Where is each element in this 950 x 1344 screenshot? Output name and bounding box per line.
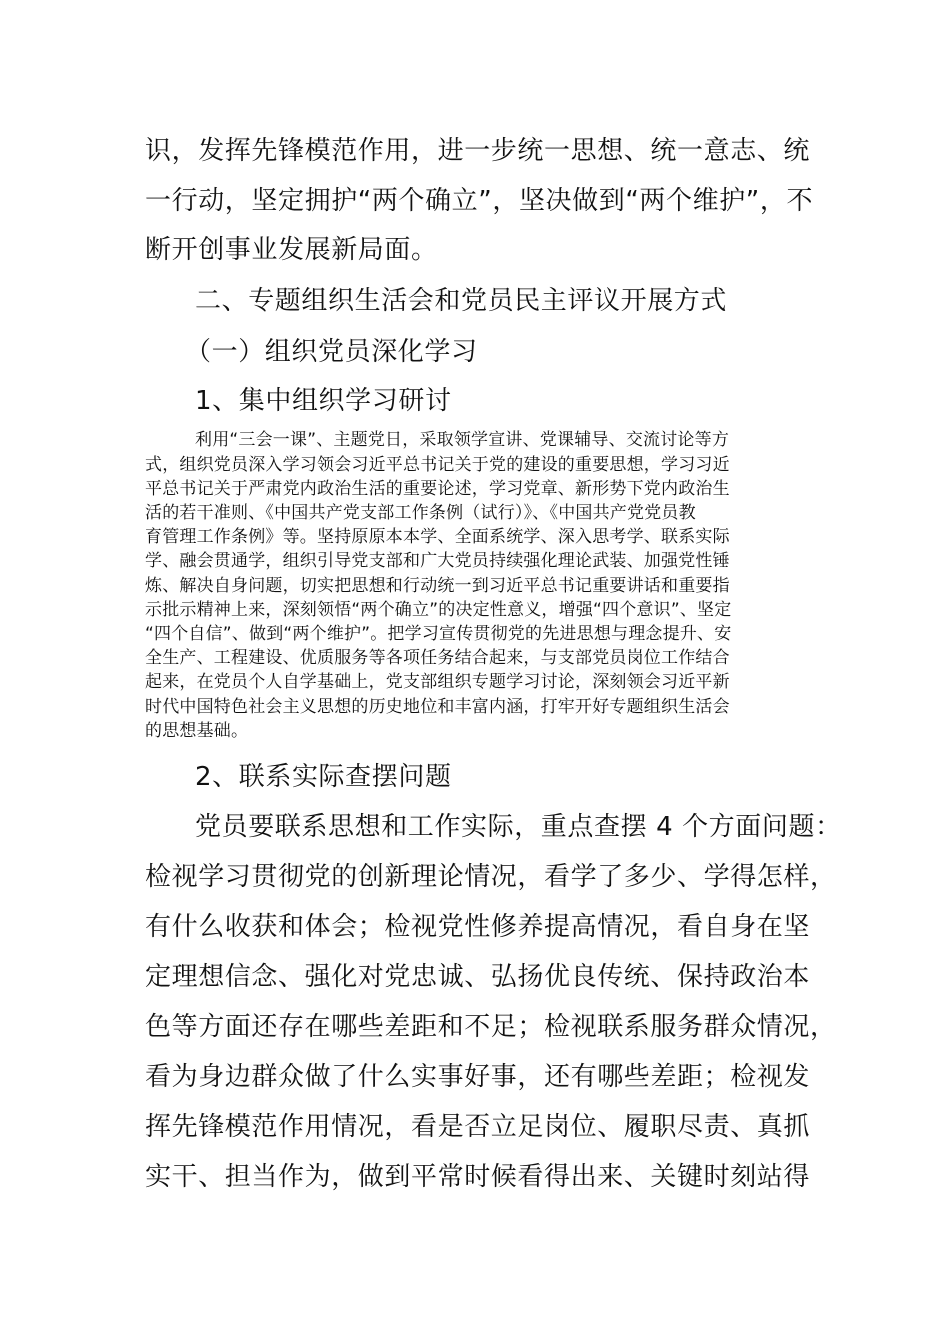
body-text-line: 挥先锋模范作用情况，看是否立足岗位、履职尽责、真抓 — [145, 1112, 811, 1142]
body-text-line: 的思想基础。 — [145, 721, 249, 741]
body-text-line: 检视学习贯彻党的创新理论情况，看学了多少、学得怎样， — [145, 862, 837, 892]
body-text-line: 时代中国特色社会主义思想的历史地位和丰富内涵，打牢开好专题组织生活会 — [145, 697, 730, 717]
body-text-line: 起来，在党员个人自学基础上，党支部组织专题学习讨论，深刻领会习近平新 — [145, 672, 730, 692]
body-text-line: 看为身边群众做了什么实事好事，还有哪些差距；检视发 — [145, 1062, 811, 1092]
body-text-line: 色等方面还存在哪些差距和不足；检视联系服务群众情况， — [145, 1012, 837, 1042]
subsection-heading: （一）组织党员深化学习 — [185, 337, 478, 367]
body-text-line: 定理想信念、强化对党忠诚、弘扬优良传统、保持政治本 — [145, 962, 811, 992]
body-text-line: 一行动，坚定拥护“两个确立”，坚决做到“两个维护”，不 — [145, 186, 814, 216]
body-text-line: 利用“三会一课”、主题党日，采取领学宣讲、党课辅导、交流讨论等方 — [195, 430, 730, 450]
item-heading: 1、集中组织学习研讨 — [195, 386, 452, 416]
body-text-line: 育管理工作条例》等。坚持原原本本学、全面系统学、深入思考学、联系实际 — [145, 527, 730, 547]
body-text-line: 炼、解决自身问题，切实把思想和行动统一到习近平总书记重要讲话和重要指 — [145, 576, 730, 596]
section-heading: 二、专题组织生活会和党员民主评议开展方式 — [195, 286, 728, 316]
body-text-line: 断开创事业发展新局面。 — [145, 235, 438, 265]
body-text-line: “四个自信”、做到“两个维护”。把学习宣传贯彻党的先进思想与理念提升、安 — [145, 624, 732, 644]
body-text-line: 活的若干准则、《中国共产党支部工作条例（试行）》、《中国共产党党员教 — [145, 503, 696, 523]
item-heading: 2、联系实际查摆问题 — [195, 762, 452, 792]
body-text-line: 学、融会贯通学，组织引导党支部和广大党员持续强化理论武装、加强党性锤 — [145, 551, 730, 571]
body-text-line: 实干、担当作为，做到平常时候看得出来、关键时刻站得 — [145, 1162, 811, 1192]
body-text-line: 党员要联系思想和工作实际，重点查摆 4 个方面问题： — [195, 812, 842, 842]
body-text-line: 识，发挥先锋模范作用，进一步统一思想、统一意志、统 — [145, 136, 811, 166]
body-text-line: 示批示精神上来，深刻领悟“两个确立”的决定性意义，增强“四个意识”、坚定 — [145, 600, 732, 620]
body-text-line: 式，组织党员深入学习领会习近平总书记关于党的建设的重要思想，学习习近 — [145, 455, 730, 475]
body-text-line: 平总书记关于严肃党内政治生活的重要论述，学习党章、新形势下党内政治生 — [145, 479, 730, 499]
body-text-line: 全生产、工程建设、优质服务等各项任务结合起来，与支部党员岗位工作结合 — [145, 648, 730, 668]
body-text-line: 有什么收获和体会；检视党性修养提高情况，看自身在坚 — [145, 912, 811, 942]
